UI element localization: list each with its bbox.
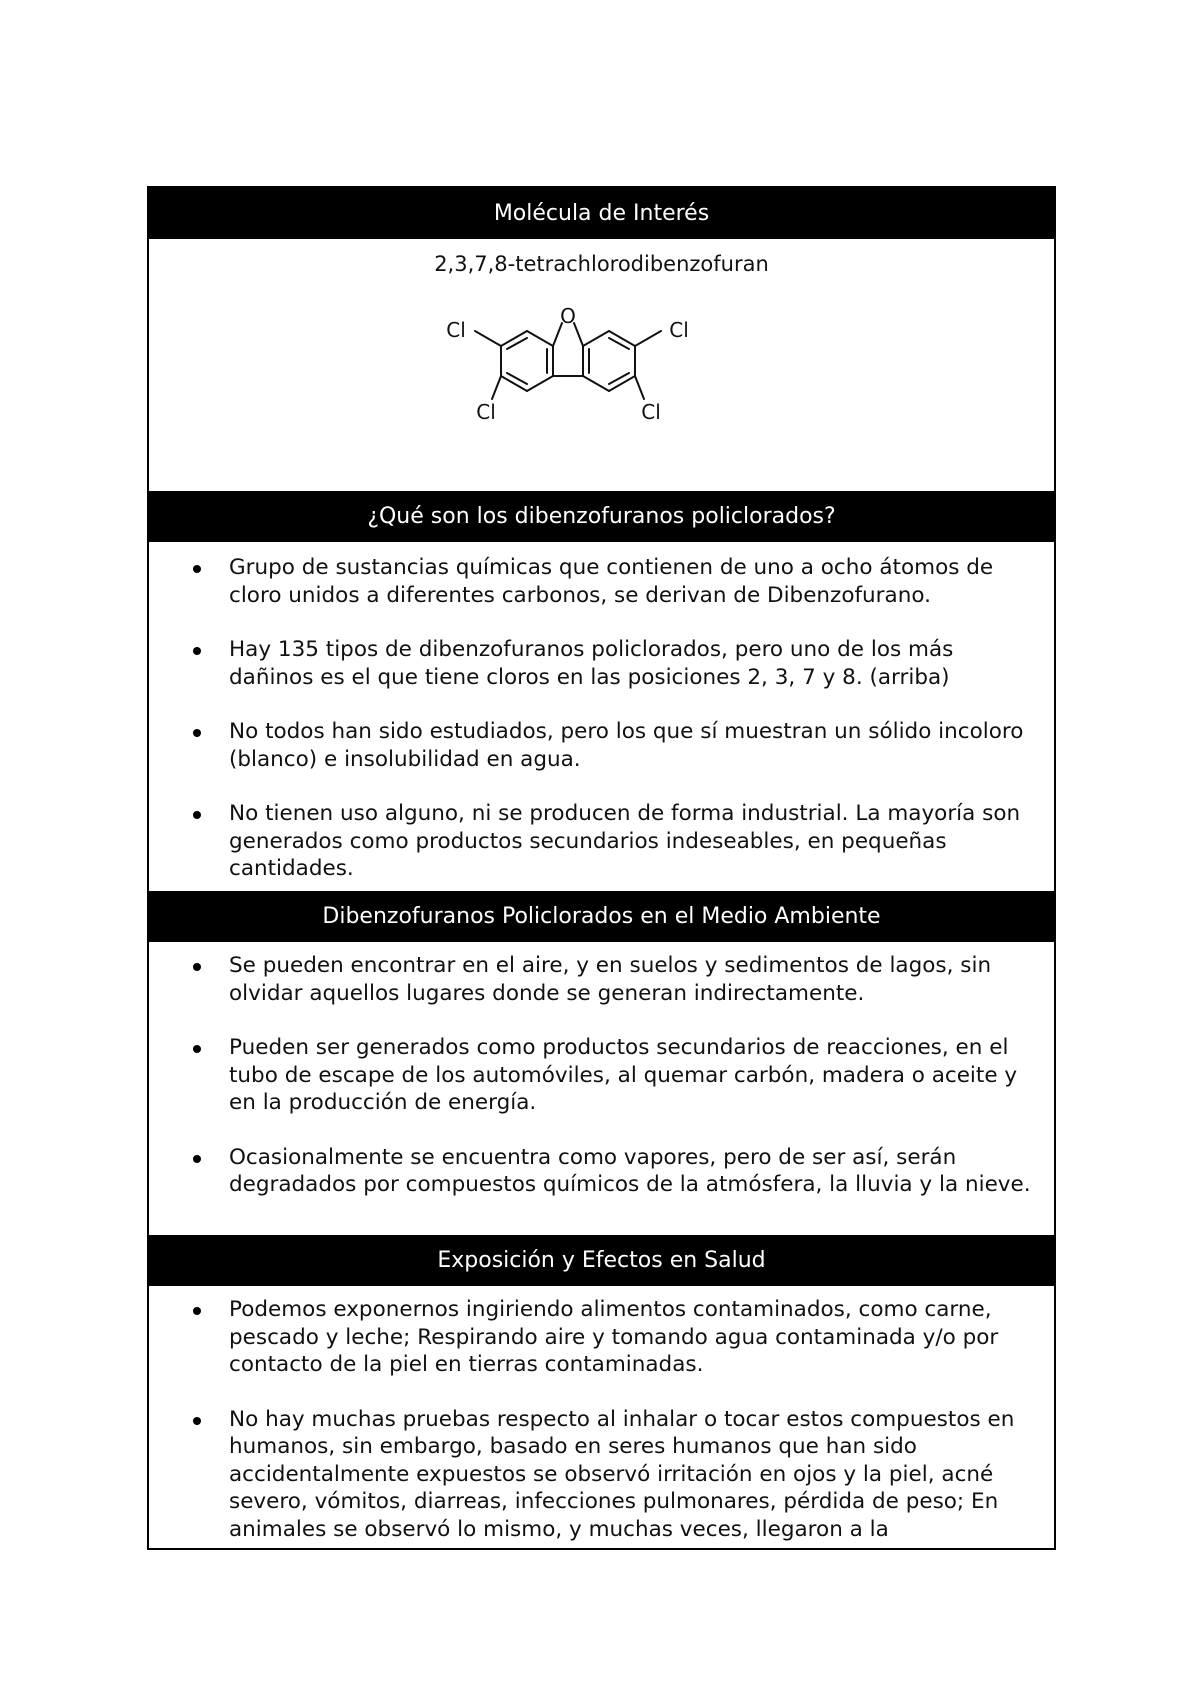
list-item: Pueden ser generados como productos secundarios de reacciones, en el tubo de escape de los automóviles, al quemar carbón, madera o aceite y en la producción de energía. bbox=[229, 1034, 1042, 1117]
molecule-structure-diagram bbox=[434, 301, 774, 461]
list-item: Se pueden encontrar en el aire, y en suelos y sedimentos de lagos, sin olvidar aquellos lugares donde se generan indirectamente. bbox=[229, 952, 1042, 1007]
section-header: Dibenzofuranos Policlorados en el Medio Ambiente bbox=[149, 891, 1054, 942]
section-header: ¿Qué son los dibenzofuranos policlorados? bbox=[149, 491, 1054, 542]
bullet-list bbox=[149, 952, 1054, 1199]
section-header: Exposición y Efectos en Salud bbox=[149, 1235, 1054, 1286]
list-item: No todos han sido estudiados, pero los que sí muestran un sólido incoloro (blanco) e insolubilidad en agua. bbox=[229, 718, 1042, 773]
chlorine-atom-label: Cl bbox=[669, 318, 689, 342]
chlorine-atom-label: Cl bbox=[446, 318, 466, 342]
list-item: Hay 135 tipos de dibenzofuranos policlorados, pero uno de los más dañinos es el que tiene cloros en las posiciones 2, 3, 7 y 8. (arriba) bbox=[229, 636, 1042, 691]
list-item: Grupo de sustancias químicas que contienen de uno a ocho átomos de cloro unidos a diferentes carbonos, se derivan de Dibenzofurano. bbox=[229, 554, 1042, 609]
section-body bbox=[149, 542, 1054, 891]
section-body bbox=[149, 1286, 1054, 1550]
list-item: Podemos exponernos ingiriendo alimentos contaminados, como carne, pescado y leche; Respirando aire y tomando agua contaminada y/o por contacto de la piel en tierras contaminadas. bbox=[229, 1296, 1042, 1379]
bullet-list bbox=[149, 554, 1054, 883]
chlorine-atom-label: Cl bbox=[641, 400, 661, 424]
oxygen-atom-label: O bbox=[560, 304, 576, 328]
list-item: Ocasionalmente se encuentra como vapores, pero de ser así, serán degradados por compuestos químicos de la atmósfera, la lluvia y la nieve. bbox=[229, 1144, 1042, 1199]
section-body bbox=[149, 942, 1054, 1235]
molecule-header: Molécula de Interés bbox=[149, 188, 1054, 239]
molecule-name: 2,3,7,8-tetrachlorodibenzofuran bbox=[434, 252, 769, 276]
list-item: No tienen uso alguno, ni se producen de forma industrial. La mayoría son generados como productos secundarios indeseables, en pequeñas cantidades. bbox=[229, 800, 1042, 883]
info-sheet bbox=[147, 186, 1056, 1550]
list-item: No hay muchas pruebas respecto al inhalar o tocar estos compuestos en humanos, sin embargo, basado en seres humanos que han sido accidentalmente expuestos se observó irritación en ojos y la piel, acné severo, vómitos, diarreas, infecciones pulmonares, pérdida de peso; En animales se observó lo mismo, y muchas veces, llegaron a la bbox=[229, 1406, 1042, 1544]
bullet-list bbox=[149, 1296, 1054, 1543]
molecule-box bbox=[149, 239, 1054, 491]
chlorine-atom-label: Cl bbox=[476, 400, 496, 424]
